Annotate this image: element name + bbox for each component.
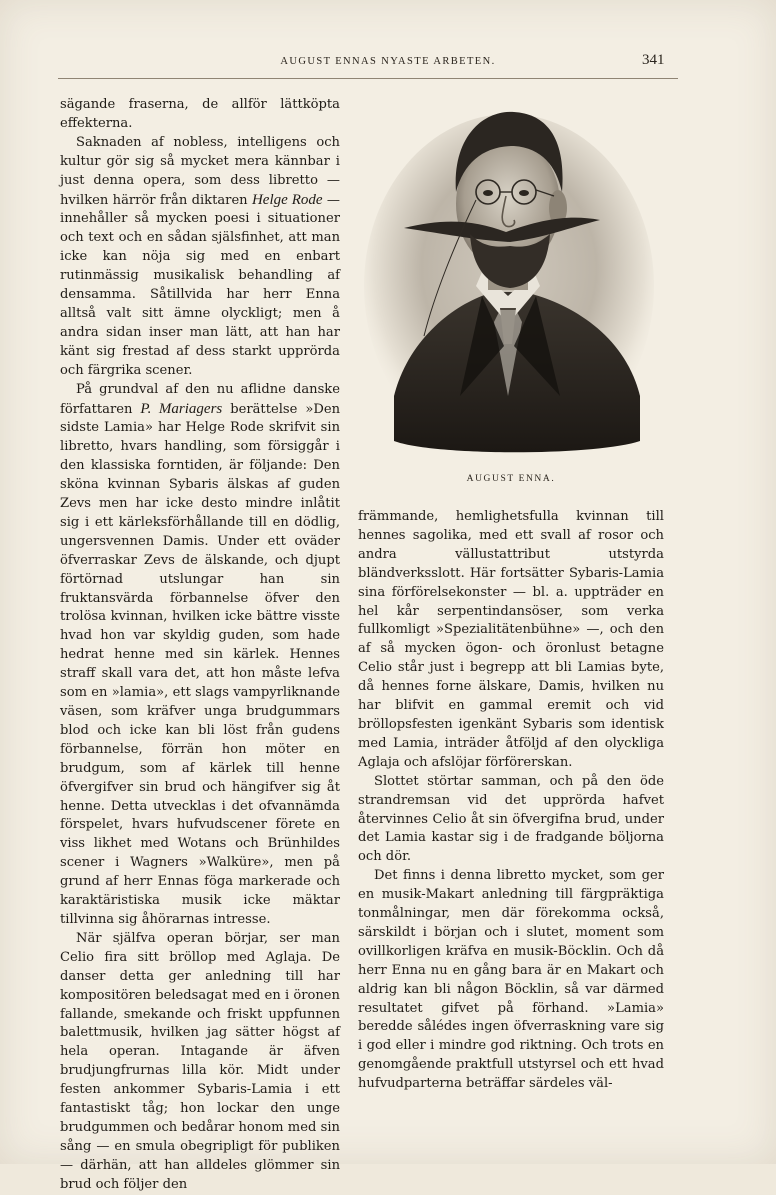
portrait-illustration — [364, 96, 654, 456]
italic-name: P. Mariagers — [140, 400, 223, 417]
italic-name: Helge Rode — [251, 191, 323, 208]
text-run: sägande fraserna, de allför lättköpta effekterna. — [60, 97, 340, 131]
text-run: På grundval af den nu aflidne danske författaren — [60, 381, 340, 417]
text-run: När själfva operan börjar, ser man Celio fira sitt bröllop med Aglaja. De danser detta ger anledning till har kompositören beledsagat med en i öronen fallande, smekande och friskt uppfunnen balettmusik, hvilken jag sätter högst af hela operan. Intagande är äfven brudjungfrurnas lilla kör. Midt under festen ankommer Sybaris-Lamia i ett fantastiskt tåg; hon lockar den unge brudgummen och bedårar honom med sin sång — en smula obegripligt för publiken — därhän, att han alldeles glömmer sin brud och följer den — [60, 930, 340, 1192]
text-run: främmande, hemlighetsfulla kvinnan till hennes sagolika, med ett svall af rosor och andra vällustattribut utstyrda bländverksslott. Här fortsätter Sybaris-Lamia sina förförelsekonster — bl. a. uppträder en hel kår serpentindansöser, som verka fullkomligt »Spezialitätenbühne» —, och den af så mycken ögon- och öronlust betagne Celio står just i begrepp att bli Lamias byte, då hennes forne älskare, Damis, hvilken nu har blifvit en gammal eremit och vid bröllopsfesten igenkänt Sybaris som identisk med Lamia, inträder åtföljd af den olyckliga Aglaja och afslöjar förförerskan. — [358, 509, 664, 770]
page-number: 341 — [642, 52, 665, 68]
paragraph — [60, 381, 340, 930]
text-run: — innehåller så mycken poesi i situationer och text och en sådan själsfinhet, att man icke kan nöja sig med en enbart rutinmässig musikalisk behandling af densamma. Såtillvida har herr Enna alltså valt sitt ämne olyckligt; men å andra sidan inser man lätt, att han har känt sig frestad af dess starkt upprörda och färgrika scener. — [60, 192, 340, 378]
paragraph — [358, 508, 664, 773]
paragraph — [60, 96, 340, 134]
running-title: AUGUST ENNAS NYASTE ARBETEN. — [280, 56, 496, 67]
paragraph — [358, 773, 664, 868]
paragraph — [60, 930, 340, 1195]
portrait-engraving-image — [364, 96, 654, 456]
left-text-column — [60, 96, 340, 1195]
text-run: Saknaden af nobless, intelligens och kultur gör sig så mycket mera kännbar i just denna opera, som dess libretto — hvilken härrör från diktaren — [60, 134, 340, 208]
header-rule — [58, 78, 678, 79]
text-run: Det finns i denna libretto mycket, som ger en musik-Makart anledning till färgpräktiga tonmålningar, men där förekomma också, särskildt i början och i slutet, moment som ovillkorligen kräfva en musik-Böcklin. Och då herr Enna nu en gång bara är en Makart och aldrig kan bli någon Böcklin, så var därmed resultatet gifvet på förhand. »Lamia» beredde sålédes ingen öfverraskning vare sig i god eller i mindre god riktning. Och trots en genomgående praktfull utstyrsel och ett hvad hufvudparterna beträffar särdeles väl- — [358, 868, 664, 1092]
portrait-caption: AUGUST ENNA. — [466, 474, 556, 484]
right-text-column — [358, 508, 664, 1094]
paragraph — [60, 134, 340, 381]
text-run: berättelse »Den sidste Lamia» har Helge Rode skrifvit sin libretto, hvars handling, som försiggår i den klassiska forntiden, är följande: Den sköna kvinnan Sybaris älskas af guden Zevs men har icke desto mindre inlåtit sig i ett kärleksförhållande till en dödlig, ungersvennen Damis. Under ett oväder öfverraskar Zevs de älskande, och djupt förtörnad utslungar han sin fruktansvärda förbannelse öfver den trolösa kvinnan, hvilken icke bättre visste hvad hon var skyldig guden, som hade hedrat henne med sin kärlek. Hennes straff skall vara det, att hon måste lefva som en »lamia», ett slags vampyrliknande väsen, som kräfver unga brudgummars blod och icke kan bli löst från gudens förbannelse, förrän hon möter en brudgum, som af kärlek till henne öfvergifver sin brud och hängifver sig åt henne. Detta utvecklas i det ofvannämda förspelet, hvars hufvudscener förete en viss likhet med Wotans och Brünhildes scener i Wagners »Walküre», men på grund af herr Ennas föga markerade och karaktäristiska musik icke mäktar tillvinna sig åhörarnas intresse. — [60, 401, 341, 927]
text-run: Slottet störtar samman, och på den öde strandremsan vid det upprörda hafvet återvinnes Celio åt sin öfvergifna brud, under det Lamia kastar sig i de fradgande böljorna och dör. — [358, 773, 664, 865]
paragraph — [358, 867, 664, 1094]
